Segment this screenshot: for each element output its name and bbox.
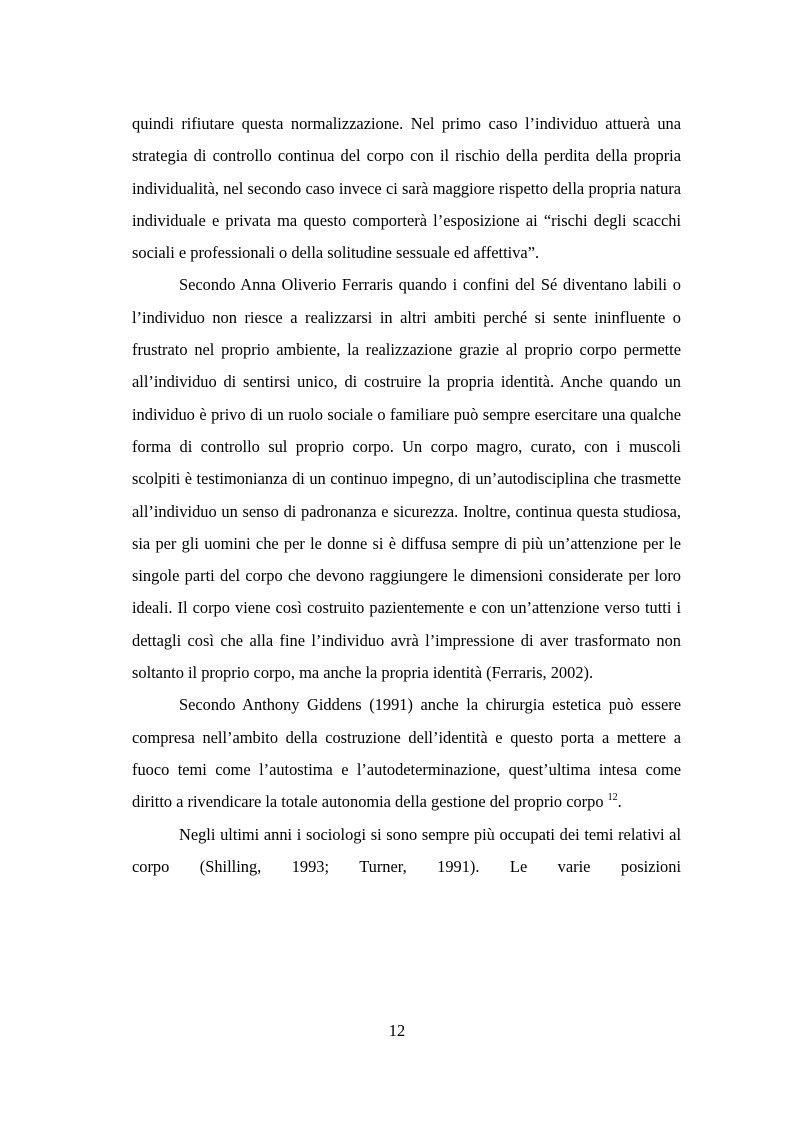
footnote-reference[interactable]: 12	[607, 791, 618, 803]
paragraph-3-end: .	[617, 792, 622, 812]
body-text	[132, 108, 681, 883]
paragraph-4: Negli ultimi anni i sociologi si sono sempre più occupati dei temi relativi al corpo (Shilling, 1993; Turner, 1991). Le varie posizioni	[132, 824, 681, 876]
page-number: 12	[388, 1021, 406, 1040]
paragraph-1: quindi rifiutare questa normalizzazione. Nel primo caso l’individuo attuerà una strategia di controllo continua del corpo con il rischio della perdita della propria individualità, nel secondo caso invece ci sarà maggiore rispetto della propria natura individuale e privata ma questo comporterà l’esposizione ai “rischi degli scacchi sociali e professionali o della solitudine sessuale ed affettiva”.	[132, 114, 681, 263]
paragraph-3	[132, 689, 681, 818]
paragraph-3-text: Secondo Anthony Giddens (1991) anche la chirurgia estetica può essere compresa nell’ambito della costruzione dell’identità e questo porta a mettere a fuoco temi come l’autostima e l’autodeterminazione, quest’ultima intesa come diritto a rivendicare la totale autonomia della gestione del proprio corpo	[132, 695, 681, 812]
paragraph-2: Secondo Anna Oliverio Ferraris quando i confini del Sé diventano labili o l’individuo non riesce a realizzarsi in altri ambiti perché si sente ininfluente o frustrato nel proprio ambiente, la realizzazione grazie al proprio corpo permette all’individuo di sentirsi unico, di costruire la propria identità. Anche quando un individuo è privo di un ruolo sociale o familiare può sempre esercitare una qualche forma di controllo sul proprio corpo. Un corpo magro, curato, con i muscoli scolpiti è testimonianza di un continuo impegno, di un’autodisciplina che trasmette all’individuo un senso di padronanza e sicurezza. Inoltre, continua questa studiosa, sia per gli uomini che per le donne si è diffusa sempre di più un’attenzione per le singole parti del corpo che devono raggiungere le dimensioni considerate per loro ideali. Il corpo viene così costruito pazientemente e con un’attenzione verso tutti i dettagli così che alla fine l’individuo avrà l’impressione di aver trasformato non soltanto il proprio corpo, ma anche la propria identità (Ferraris, 2002).	[132, 275, 681, 683]
